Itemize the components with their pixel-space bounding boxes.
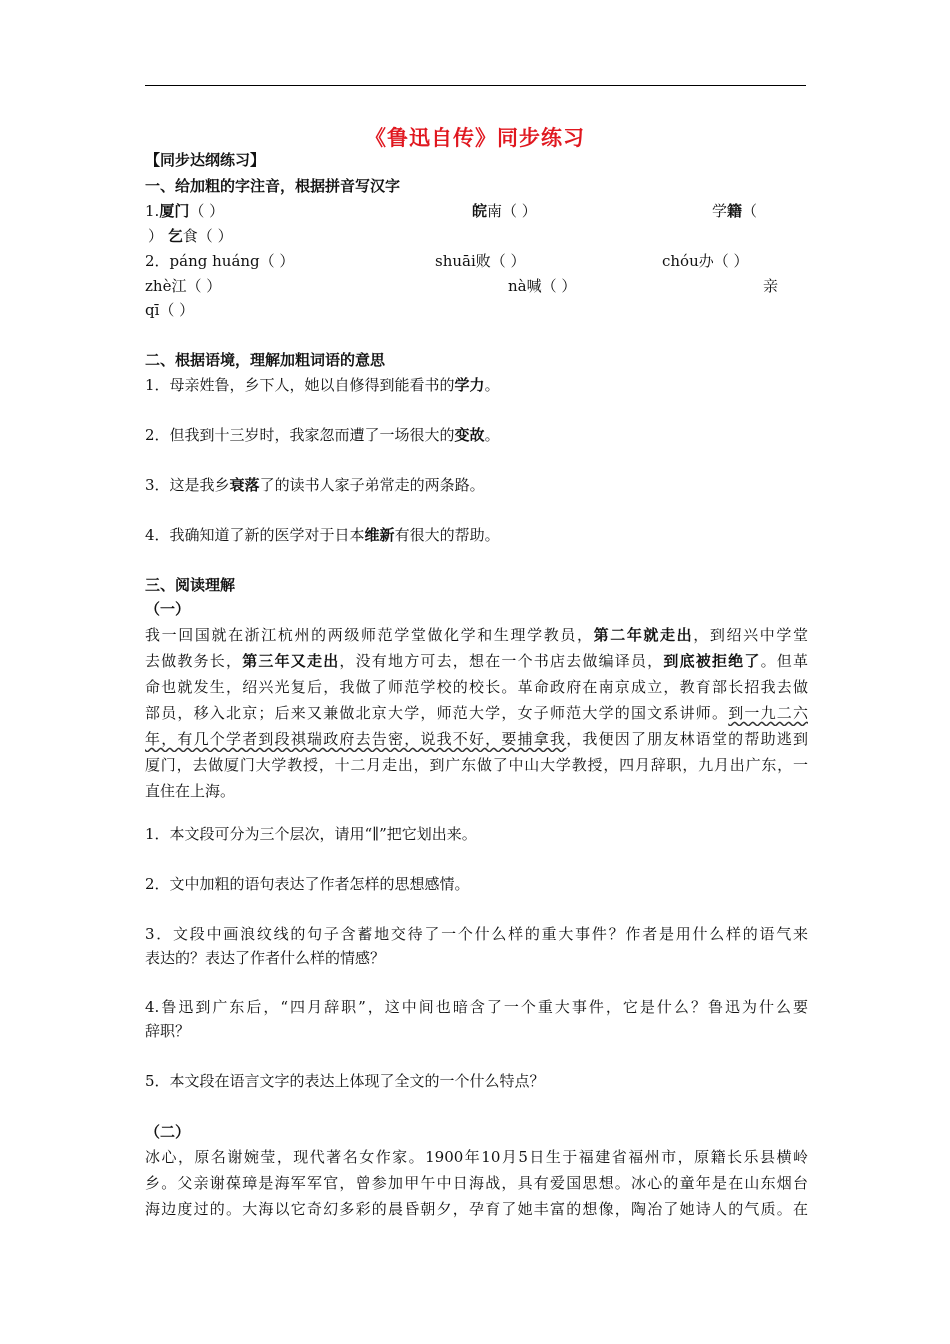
bold-word: 乞: [167, 227, 183, 245]
part2-item-1: [145, 375, 500, 395]
question-3: 3．文段中画浪纹线的句子含蓄地交待了一个什么样的重大事件？作者是用什么样的语气来: [145, 925, 808, 943]
bold-word: 衰落: [229, 476, 260, 494]
item-text: 2．但我到十三岁时，我家忽而遭了一场很大的: [145, 426, 455, 444]
item-prefix: 学: [712, 202, 728, 220]
pinyin-item: zhè江（ ）: [145, 277, 222, 295]
item-text: 4．我确知道了新的医学对于日本: [145, 526, 365, 544]
part2-heading: 二、根据语境，理解加粗词语的意思: [145, 351, 386, 369]
text-run: 去做教务长，: [145, 652, 243, 670]
text-run: ，到绍兴中学堂: [693, 626, 808, 644]
bold-sentence: 第三年又走出: [242, 652, 340, 670]
question-3-cont: 表达的？表达了作者什么样的情感？: [145, 949, 386, 967]
question-4: 4.鲁迅到广东后，“四月辞职”，这中间也暗含了一个重大事件，它是什么？鲁迅为什么要: [145, 998, 808, 1016]
text-run: 部员，移入北京；后来又兼做北京大学，师范大学，女子师范大学的国文系讲师。: [145, 704, 729, 722]
pinyin-item: nà喊（ ）: [508, 277, 577, 295]
bold-word: 学力: [454, 376, 485, 394]
passage-line: 冰心，原名谢婉莹，现代著名女作家。1900年10月5日生于福建省福州市，原籍长乐县横岭: [145, 1148, 808, 1166]
question-2: 2．文中加粗的语句表达了作者怎样的思想感情。: [145, 875, 470, 893]
bold-word: 变故: [454, 426, 485, 444]
passage-line: 直住在上海。: [145, 782, 236, 800]
item-blank: 食（ ）: [182, 227, 233, 245]
passage-line: 厦门，去做厦门大学教授，十二月走出，到广东做了中山大学教授，四月辞职，九月出广东，一: [145, 756, 808, 774]
part1-item-1: [145, 201, 224, 221]
bold-word: 皖: [472, 202, 488, 220]
item-blank: （: [742, 202, 758, 220]
bold-word: 籍: [727, 202, 743, 220]
text-run: ，我便因了朋友林语堂的帮助逃到: [566, 730, 808, 748]
bold-word: 厦门: [159, 202, 190, 220]
passage1-label: （一）: [145, 600, 191, 618]
item-text: 3．这是我乡: [145, 476, 230, 494]
bold-sentence: 到底被拒绝了: [663, 652, 761, 670]
item-text: 。: [484, 426, 500, 444]
item-text: 了的读书人家子弟常走的两条路。: [259, 476, 485, 494]
text-run: 。但革: [760, 652, 808, 670]
item-blank: （ ）: [189, 202, 225, 220]
passage-1: [145, 622, 808, 804]
passage-line: [145, 648, 808, 674]
passage-line: [145, 622, 808, 648]
part2-item-2: [145, 425, 500, 445]
text-run: 我一回国就在浙江杭州的两级师范学堂做化学和生理学教员，: [145, 626, 594, 644]
section-label: 【同步达纲练习】: [145, 151, 266, 169]
passage-line: 命也就发生，绍兴光复后，我做了师范学校的校长。革命政府在南京成立，教育部长招我去做: [145, 678, 808, 696]
part1-heading: 一、给加粗的字注音，根据拼音写汉字: [145, 177, 401, 195]
part2-item-3: [145, 475, 485, 495]
item-prefix: 1.: [145, 202, 160, 220]
wavy-underlined-text: 到一九二六: [728, 704, 808, 722]
question-1: 1．本文段可分为三个层次，请用“∥”把它划出来。: [145, 825, 477, 843]
passage-2: [145, 1144, 808, 1222]
part1-item-4: [148, 226, 233, 246]
passage-line: [145, 700, 808, 726]
passage-line: 乡。父亲谢葆璋是海军军官，曾参加甲午中日海战，具有爱国思想。冰心的童年是在山东烟台: [145, 1174, 808, 1192]
part1-item-2: [472, 201, 537, 221]
item-text: 。: [484, 376, 500, 394]
question-5: 5．本文段在语言文字的表达上体现了全文的一个什么特点？: [145, 1072, 545, 1090]
text-run: ，没有地方可去，想在一个书店去做编译员，: [339, 652, 664, 670]
pinyin-item: chóu办（ ）: [662, 252, 749, 270]
part2-item-4: [145, 525, 500, 545]
part1-item-3: [712, 201, 757, 221]
item-text: 1．母亲姓鲁，乡下人，她以自修得到能看书的: [145, 376, 455, 394]
header-rule: [145, 85, 806, 86]
item-text: 有很大的帮助。: [394, 526, 500, 544]
pinyin-item: 2．páng huáng（ ）: [145, 252, 295, 270]
item-blank: 南（ ）: [487, 202, 537, 220]
page-title: 《鲁迅自传》同步练习: [365, 126, 585, 150]
item-prefix: ）: [148, 227, 168, 245]
pinyin-item: shuāi败（ ）: [435, 252, 526, 270]
passage-line: 海边度过的。大海以它奇幻多彩的晨昏朝夕，孕育了她丰富的想像，陶冶了她诗人的气质。在: [145, 1200, 808, 1218]
bold-word: 维新: [364, 526, 395, 544]
passage2-label: （二）: [145, 1123, 191, 1141]
pinyin-item: qī（ ）: [145, 301, 195, 319]
question-4-cont: 辞职？: [145, 1022, 191, 1040]
wavy-underlined-text: 年，有几个学者到段祺瑞政府去告密，说我不好，要捕拿我: [145, 730, 567, 748]
passage-line: [145, 726, 808, 752]
part3-heading: 三、阅读理解: [145, 576, 236, 594]
bold-sentence: 第二年就走出: [593, 626, 694, 644]
pinyin-item: 亲: [763, 277, 779, 295]
